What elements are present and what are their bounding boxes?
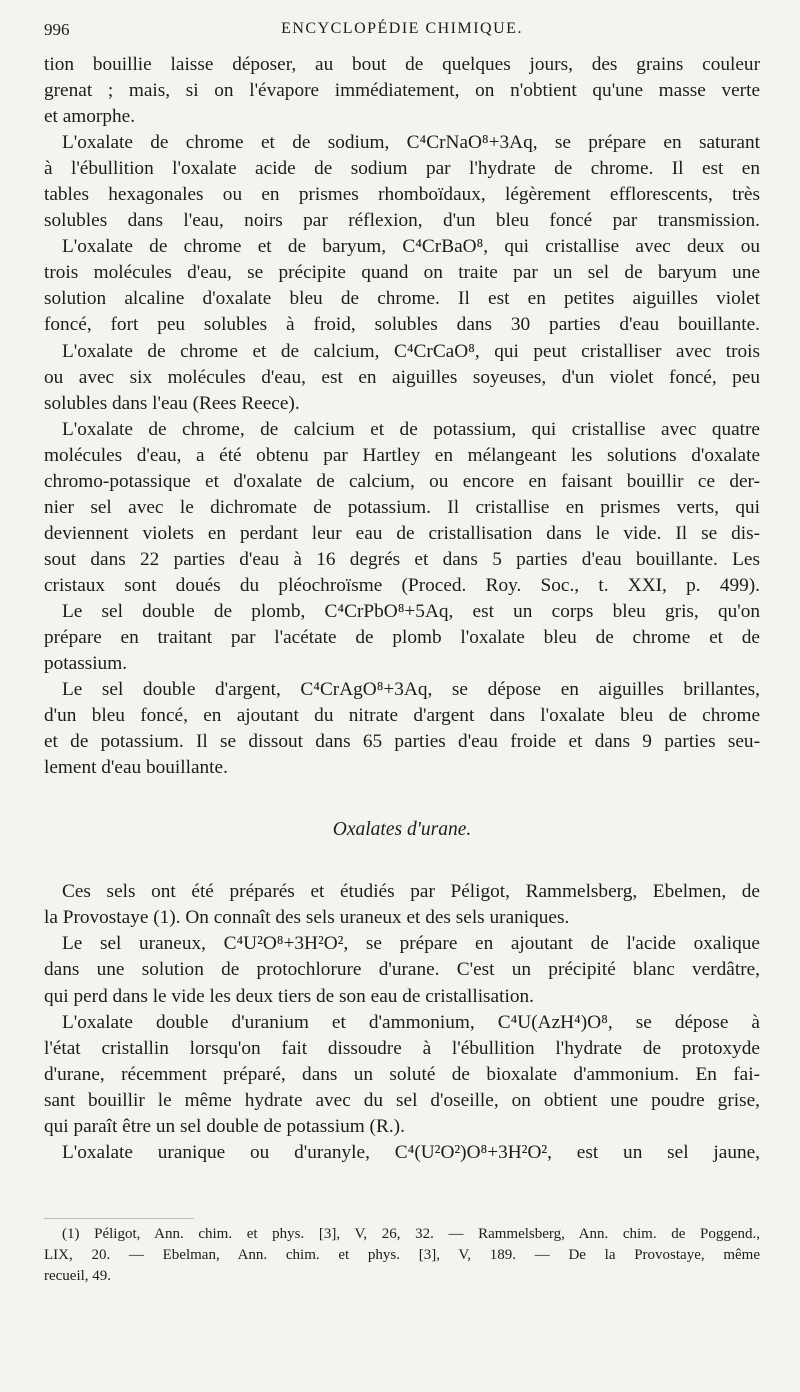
text-line: et de potassium. Il se dissout dans 65 parties d'eau froide et dans 9 parties seu- bbox=[44, 731, 760, 753]
footnotes bbox=[44, 1224, 760, 1287]
paragraph-start-line: L'oxalate de chrome et de baryum, C⁴CrBaO⁸, qui cristallise avec deux ou bbox=[62, 236, 760, 258]
footnote-line: LIX, 20. — Ebelman, Ann. chim. et phys. [3], V, 189. — De la Provostaye, même bbox=[44, 1247, 760, 1263]
text-line: deviennent violets en perdant leur eau de cristallisation dans le vide. Il se dis- bbox=[44, 522, 760, 544]
paragraph-start-line: Le sel double d'argent, C⁴CrAgO⁸+3Aq, se dépose en aiguilles brillantes, bbox=[62, 679, 760, 701]
page-number: 996 bbox=[44, 20, 70, 39]
page-header bbox=[44, 20, 760, 46]
paragraph-start-line: L'oxalate uranique ou d'uranyle, C⁴(U²O²)O⁸+3H²O², est un sel jaune, bbox=[62, 1141, 760, 1163]
paragraph-start-line: Le sel double de plomb, C⁴CrPbO⁸+5Aq, est un corps bleu gris, qu'on bbox=[62, 600, 760, 622]
paragraph-start-line: L'oxalate de chrome et de sodium, C⁴CrNaO⁸+3Aq, se prépare en saturant bbox=[62, 132, 760, 154]
paragraph-start-line: L'oxalate de chrome, de calcium et de potassium, qui cristallise avec quatre bbox=[62, 418, 760, 440]
text-line: à l'ébullition l'oxalate acide de sodium par l'hydrate de chrome. Il est en bbox=[44, 158, 760, 180]
text-line: tables hexagonales ou en prismes rhomboïdaux, légèrement efflorescents, très bbox=[44, 184, 760, 206]
text-line: tion bouillie laisse déposer, au bout de quelques jours, des grains couleur bbox=[44, 54, 760, 75]
text-line: et amorphe. bbox=[44, 106, 136, 128]
text-line: solubles dans l'eau, noirs par réflexion, d'un bleu foncé par transmission. bbox=[44, 210, 760, 232]
text-line: nier sel avec le dichromate de potassium. Il cristallise en prismes verts, qui bbox=[44, 496, 760, 518]
paragraph-start-line: L'oxalate double d'uranium et d'ammonium, C⁴U(AzH⁴)O⁸, se dépose à bbox=[62, 1011, 760, 1033]
text-line: dans une solution de protochlorure d'urane. C'est un précipité blanc verdâtre, bbox=[44, 959, 760, 981]
text-line: sant bouillir le même hydrate avec du sel d'oseille, on obtient une poudre grise, bbox=[44, 1089, 760, 1111]
text-line: grenat ; mais, si on l'évapore immédiatement, on n'obtient qu'une masse verte bbox=[44, 80, 760, 102]
paragraph-start-line: Le sel uraneux, C⁴U²O⁸+3H²O², se prépare en ajoutant de l'acide oxalique bbox=[62, 933, 760, 955]
text-line: prépare en traitant par l'acétate de plomb l'oxalate bleu de chrome et de bbox=[44, 627, 760, 649]
text-line: lement d'eau bouillante. bbox=[44, 757, 228, 779]
text-line: l'état cristallin lorsqu'on fait dissoudre à l'ébullition l'hydrate de protoxyde bbox=[44, 1037, 760, 1059]
text-line: molécules d'eau, a été obtenu par Hartley en mélangeant les solutions d'oxalate bbox=[44, 444, 760, 466]
running-title: ENCYCLOPÉDIE CHIMIQUE. bbox=[281, 20, 523, 37]
footnote-line: (1) Péligot, Ann. chim. et phys. [3], V, 26, 32. — Rammelsberg, Ann. chim. de Poggend., bbox=[62, 1226, 760, 1242]
text-line: ou avec six molécules d'eau, est en aiguilles soyeuses, d'un violet foncé, peu bbox=[44, 366, 760, 388]
text-line: trois molécules d'eau, se précipite quand on traite par un sel de baryum une bbox=[44, 262, 760, 284]
text-line: foncé, fort peu solubles à froid, solubles dans 30 parties d'eau bouillante. bbox=[44, 314, 760, 336]
text-line: d'un bleu foncé, en ajoutant du nitrate d'argent dans l'oxalate bleu de chrome bbox=[44, 705, 760, 727]
section-heading: Oxalates d'urane. bbox=[332, 819, 472, 841]
footnote-rule bbox=[44, 1218, 194, 1219]
body-text bbox=[44, 52, 760, 1166]
paragraph-start-line: Ces sels ont été préparés et étudiés par Péligot, Rammelsberg, Ebelmen, de bbox=[62, 881, 760, 903]
text-line: sout dans 22 parties d'eau à 16 degrés et dans 5 parties d'eau bouillante. Les bbox=[44, 548, 760, 570]
text-line: qui paraît être un sel double de potassium (R.). bbox=[44, 1115, 405, 1137]
text-line: d'urane, récemment préparé, dans un soluté de bioxalate d'ammonium. En fai- bbox=[44, 1063, 760, 1085]
text-line: solubles dans l'eau (Rees Reece). bbox=[44, 392, 300, 414]
text-line: potassium. bbox=[44, 653, 128, 675]
footnote-line: recueil, 49. bbox=[44, 1268, 112, 1284]
paragraph-start-line: L'oxalate de chrome et de calcium, C⁴CrCaO⁸, qui peut cristalliser avec trois bbox=[62, 340, 760, 362]
text-line: qui perd dans le vide les deux tiers de son eau de cristallisation. bbox=[44, 985, 534, 1007]
text-line: chromo-potassique et d'oxalate de calcium, ou encore en faisant bouillir ce der- bbox=[44, 470, 760, 492]
text-line: la Provostaye (1). On connaît des sels uraneux et des sels uraniques. bbox=[44, 907, 570, 929]
text-line: solution alcaline d'oxalate bleu de chrome. Il est en petites aiguilles violet bbox=[44, 288, 760, 310]
text-line: cristaux sont doués du pléochroïsme (Proced. Roy. Soc., t. XXI, p. 499). bbox=[44, 574, 760, 596]
